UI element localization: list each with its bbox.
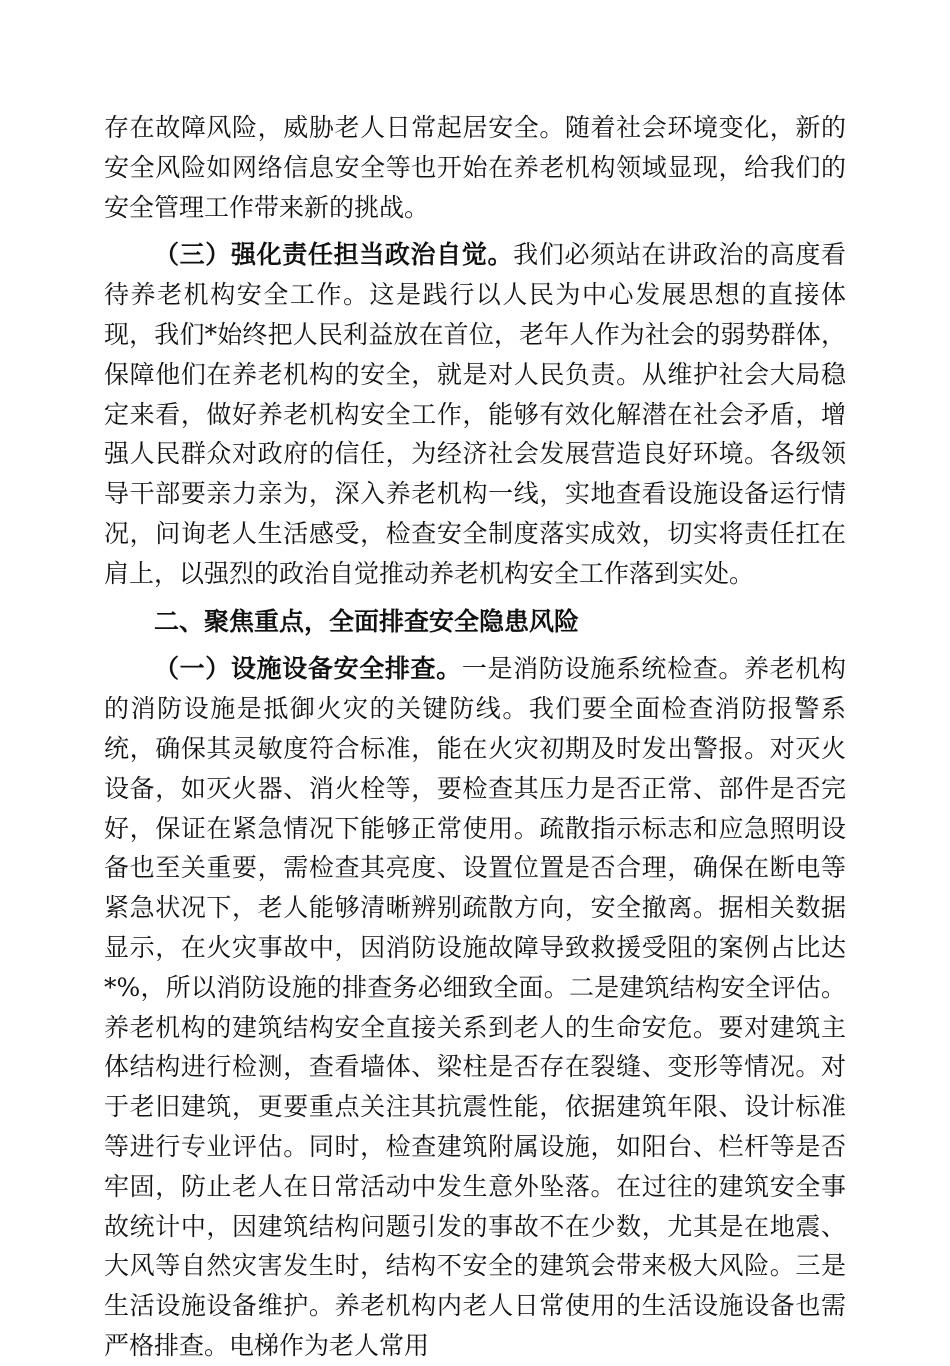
- paragraph-lead-heading: （三）强化责任担当政治自觉。: [154, 240, 514, 270]
- section-heading: 二、聚焦重点，全面排查安全隐患风险: [154, 606, 580, 636]
- paragraph-political-awareness: [104, 235, 846, 593]
- paragraph-body-text: 我们必须站在讲政治的高度看待养老机构安全工作。这是践行以人民为中心发展思想的直接体现，我们*始终把人民利益放在首位，老年人作为社会的弱势群体，保障他们在养老机构的安全，就是对人民负责。从维护社会大局稳定来看，做好养老机构安全工作，能够有效化解潜在社会矛盾，增强人民群众对政府的信任，为经济社会发展营造良好环境。各级领导干部要亲力亲为，深入养老机构一线，实地查看设施设备运行情况，问询老人生活感受，检查安全制度落实成效，切实将责任扛在肩上，以强烈的政治自觉推动养老机构安全工作落到实处。: [104, 240, 846, 588]
- paragraph-body-text: 一是消防设施系统检查。养老机构的消防设施是抵御火灾的关键防线。我们要全面检查消防报警系统，确保其灵敏度符合标准，能在火灾初期及时发出警报。对灭火设备，如灭火器、消火栓等，要检查其压力是否正常、部件是否完好，保证在紧急情况下能够正常使用。疏散指示标志和应急照明设备也至关重要，需检查其亮度、设置位置是否合理，确保在断电等紧急状况下，老人能够清晰辨别疏散方向，安全撤离。据相关数据显示，在火灾事故中，因消防设施故障导致救援受阻的案例占比达*%，所以消防设施的排查务必细致全面。二是建筑结构安全评估。养老机构的建筑结构安全直接关系到老人的生命安危。要对建筑主体结构进行检测，查看墙体、梁柱是否存在裂缝、变形等情况。对于老旧建筑，更要重点关注其抗震性能，依据建筑年限、设计标准等进行专业评估。同时，检查建筑附属设施，如阳台、栏杆等是否牢固，防止老人在日常活动中发生意外坠落。在过往的建筑安全事故统计中，因建筑结构问题引发的事故不在少数，尤其是在地震、大风等自然灾害发生时，结构不安全的建筑会带来极大风险。三是生活设施设备维护。养老机构内老人日常使用的生活设施设备也需严格排查。电梯作为老人常用: [104, 654, 846, 1360]
- paragraph-continuation: 存在故障风险，威胁老人日常起居安全。随着社会环境变化，新的安全风险如网络信息安全等也开始在养老机构领域显现，给我们的安全管理工作带来新的挑战。: [104, 113, 846, 222]
- paragraph-facility-inspection: [104, 649, 846, 1365]
- paragraph-lead-heading: （一）设施设备安全排查。: [154, 654, 462, 684]
- document-body: [104, 108, 846, 1366]
